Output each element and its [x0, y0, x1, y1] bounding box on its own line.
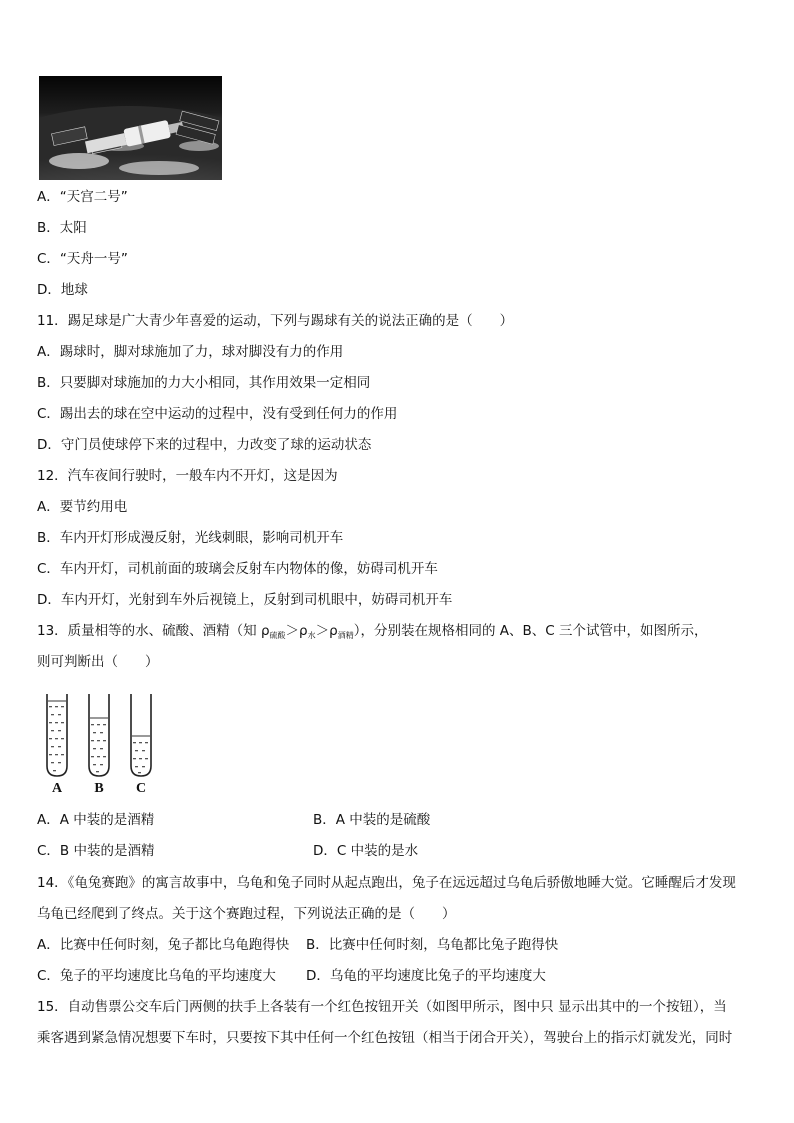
q11-option-a: A．踢球时，脚对球施加了力，球对脚没有力的作用 — [37, 344, 344, 360]
q12-option-c: C．车内开灯，司机前面的玻璃会反射车内物体的像，妨碍司机开车 — [37, 561, 438, 577]
q11-option-d: D．守门员使球停下来的过程中，力改变了球的运动状态 — [37, 437, 372, 453]
q13-sub-alcohol: 酒精 — [337, 631, 354, 640]
q12-stem: 12．汽车夜间行驶时，一般车内不开灯，这是因为 — [37, 468, 338, 484]
tube-label-c: C — [135, 781, 147, 796]
space-station-photo — [39, 76, 222, 180]
q10-option-a: A．“天宫二号” — [37, 189, 128, 205]
q13-option-c: C．B 中装的是酒精 — [37, 843, 155, 859]
q12-option-d: D．车内开灯，光射到车外后视镜上，反射到司机眼中，妨碍司机开车 — [37, 592, 453, 608]
q11-stem: 11．踢足球是广大青少年喜爱的运动，下列与踢球有关的说法正确的是（ ） — [37, 313, 514, 329]
q12-option-b: B．车内开灯形成漫反射，光线刺眼，影响司机开车 — [37, 530, 344, 546]
q13-stem-b: ），分别装在规格相同的 A、B、C 三个试管中，如图所示， — [353, 623, 708, 639]
q13-stem — [37, 622, 707, 645]
q14-stem-line1: 14．《龟兔赛跑》的寓言故事中，乌龟和兔子同时从起点跑出，兔子在远远超过乌龟后骄傲地睡大觉。它睡醒后才发现 — [37, 875, 736, 891]
q12-option-a: A．要节约用电 — [37, 499, 128, 515]
q13-option-d: D．C 中装的是水 — [313, 843, 419, 859]
tube-a — [47, 694, 67, 776]
q14-stem-line2: 乌龟已经爬到了终点。关于这个赛跑过程，下列说法正确的是（ ） — [37, 906, 456, 922]
q13-gt-2: ＞ρ — [315, 623, 338, 639]
q14-option-d: D．乌龟的平均速度比兔子的平均速度大 — [306, 968, 546, 984]
q15-stem-line1: 15．自动售票公交车后门两侧的扶手上各装有一个红色按钮开关（如图甲所示，图中只 显示出其中的一个按钮），当 — [37, 999, 727, 1015]
q10-option-d: D．地球 — [37, 282, 88, 298]
q10-option-b: B．太阳 — [37, 220, 87, 236]
q11-option-c: C．踢出去的球在空中运动的过程中，没有受到任何力的作用 — [37, 406, 398, 422]
tube-c — [131, 694, 151, 776]
q11-option-b: B．只要脚对球施加的力大小相同，其作用效果一定相同 — [37, 375, 371, 391]
q14-option-a: A．比赛中任何时刻，兔子都比乌龟跑得快 — [37, 937, 290, 953]
q10-option-c: C．“天舟一号” — [37, 251, 128, 267]
test-tubes-figure — [39, 686, 161, 796]
q13-stem-a: 13．质量相等的水、硫酸、酒精（知 ρ — [37, 623, 270, 639]
q13-option-a: A．A 中装的是酒精 — [37, 812, 155, 828]
q14-option-b: B．比赛中任何时刻，乌龟都比兔子跑得快 — [306, 937, 559, 953]
q13-sub-water: 水 — [307, 631, 316, 640]
tube-label-a: A — [51, 781, 63, 796]
q13-sub-sulfuric: 硫酸 — [269, 631, 286, 640]
q15-stem-line2: 乘客遇到紧急情况想要下车时，只要按下其中任何一个红色按钮（相当于闭合开关），驾驶台上的指示灯就发光，同时 — [37, 1030, 733, 1046]
q13-stem-c: 则可判断出（ ） — [37, 654, 159, 670]
q14-option-c: C．兔子的平均速度比乌龟的平均速度大 — [37, 968, 276, 984]
q13-option-b: B．A 中装的是硫酸 — [313, 812, 431, 828]
q13-gt-1: ＞ρ — [285, 623, 308, 639]
tube-label-b: B — [94, 781, 104, 796]
tube-b — [89, 694, 109, 776]
